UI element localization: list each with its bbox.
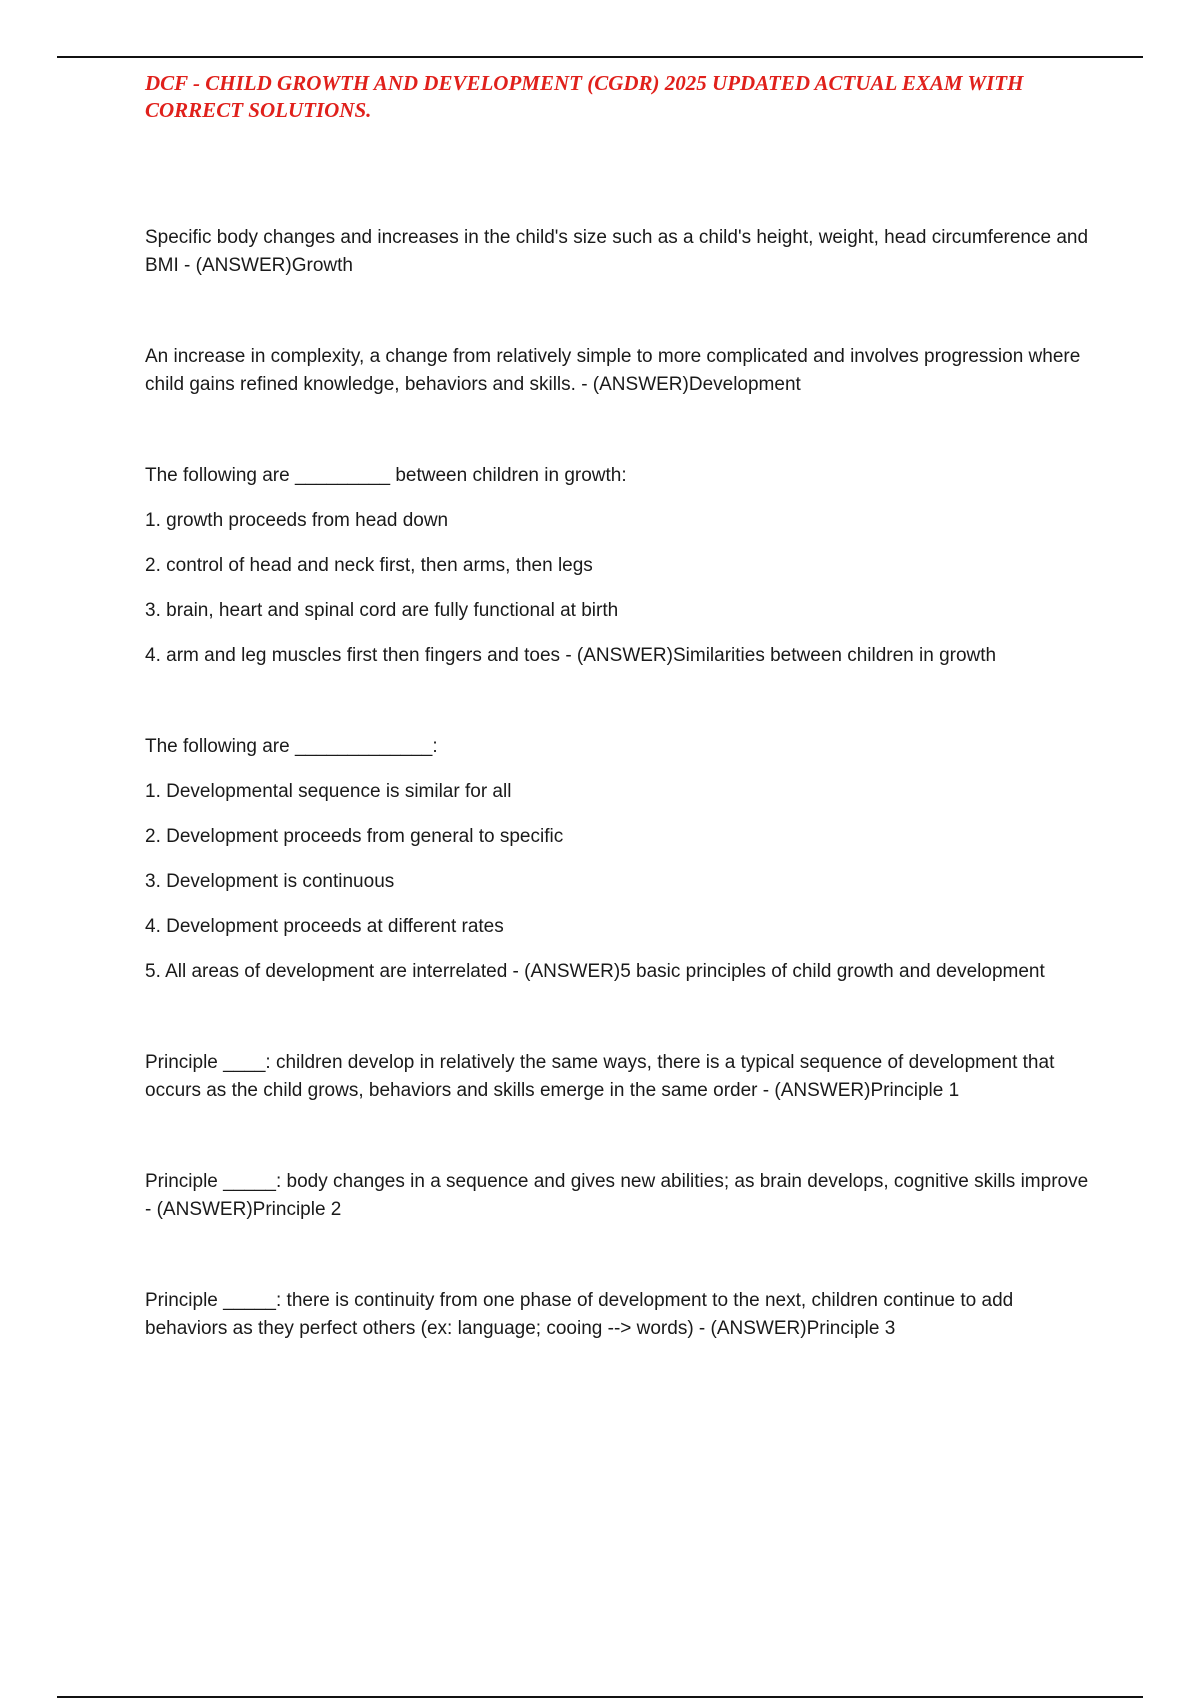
qa-text: Principle _____: there is continuity from one phase of development to the next, children continue to add behaviors as they perfect others (ex: language; cooing --> words) - (ANSWER)Principle 3 — [145, 1290, 1014, 1339]
list-item: 2. Development proceeds from general to specific — [145, 826, 564, 847]
qa-text: Specific body changes and increases in the child's size such as a child's height, weight, head circumference and BMI - (ANSWER)Growth — [145, 227, 1089, 276]
list-item: 3. brain, heart and spinal cord are fully functional at birth — [145, 600, 619, 621]
qa-text: Principle ____: children develop in relatively the same ways, there is a typical sequence of development that occurs as the child grows, behaviors and skills emerge in the same order - (ANSWER)Principle 1 — [145, 1052, 1055, 1101]
list-item: 2. control of head and neck first, then arms, then legs — [145, 555, 593, 576]
list-item: 5. All areas of development are interrelated - (ANSWER)5 basic principles of child growth and development — [145, 961, 1045, 982]
qa-item-principle-1 — [145, 1049, 1095, 1105]
qa-text: Principle _____: body changes in a sequence and gives new abilities; as brain develops, cognitive skills improve - (ANSWER)Principle 2 — [145, 1171, 1089, 1220]
list-item: 1. Developmental sequence is similar for all — [145, 781, 512, 802]
qa-item-principle-3 — [145, 1287, 1095, 1343]
list-item: 4. arm and leg muscles first then fingers and toes - (ANSWER)Similarities between children in growth — [145, 645, 997, 666]
footer-rule — [57, 1696, 1143, 1698]
qa-item-basic-principles — [145, 733, 1095, 986]
qa-item-development — [145, 343, 1095, 399]
header-rule — [57, 56, 1143, 58]
qa-item-growth — [145, 224, 1095, 280]
document-title: DCF - CHILD GROWTH AND DEVELOPMENT (CGDR) 2025 UPDATED ACTUAL EXAM WITH CORRECT SOLUTIONS. — [145, 71, 1024, 122]
document-body — [145, 224, 1095, 1406]
list-item: 4. Development proceeds at different rates — [145, 916, 504, 937]
qa-item-principle-2 — [145, 1168, 1095, 1224]
qa-question: The following are _____________: — [145, 736, 438, 757]
qa-text: An increase in complexity, a change from relatively simple to more complicated and involves progression where child gains refined knowledge, behaviors and skills. - (ANSWER)Development — [145, 346, 1081, 395]
list-item: 3. Development is continuous — [145, 871, 395, 892]
qa-item-growth-similarities — [145, 462, 1095, 670]
list-item: 1. growth proceeds from head down — [145, 510, 449, 531]
qa-question: The following are _________ between children in growth: — [145, 465, 627, 486]
